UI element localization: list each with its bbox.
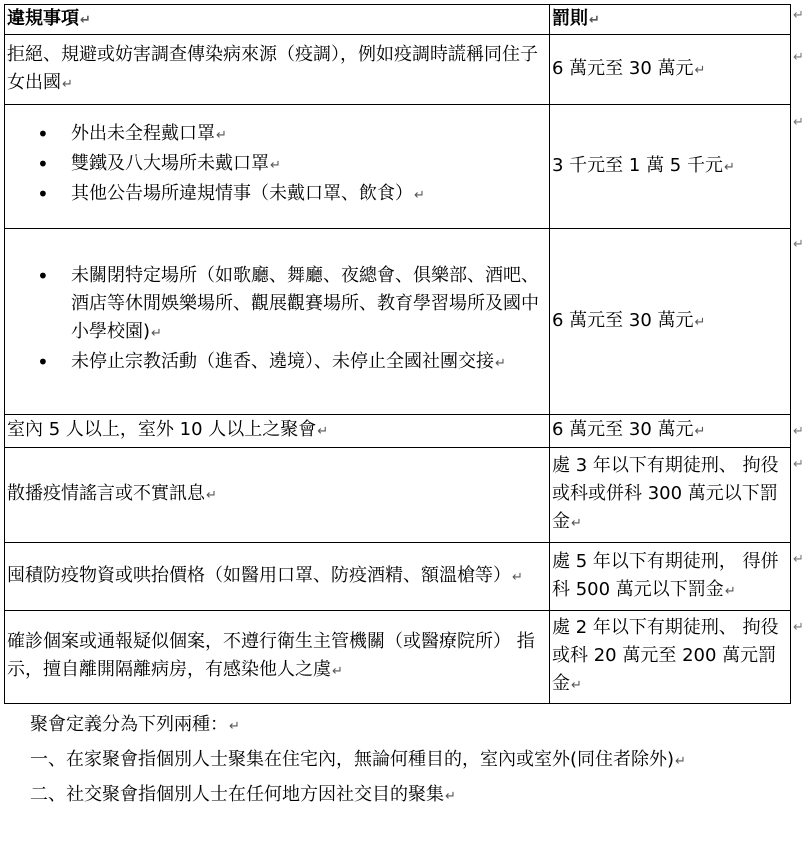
row-end-mark: ↵	[793, 115, 804, 130]
row-end-mark: ↵	[793, 8, 804, 23]
row-end-mark: ↵	[793, 457, 804, 472]
row-end-mark: ↵	[793, 50, 804, 65]
penalty-cell: 6 萬元至 30 萬元↵	[550, 415, 791, 448]
violation-cell	[5, 105, 550, 229]
penalty-cell: 處 3 年以下有期徒刑、 拘役或科或併科 300 萬元以下罰金↵	[550, 448, 791, 543]
penalty-cell: 3 千元至 1 萬 5 千元↵	[550, 105, 791, 229]
table-row	[5, 415, 791, 448]
table-row	[5, 35, 791, 105]
row-end-mark: ↵	[793, 552, 804, 567]
header-violation: 違規事項↵	[5, 5, 550, 35]
violation-cell: 散播疫情謠言或不實訊息↵	[5, 448, 550, 543]
row-end-mark: ↵	[793, 620, 804, 635]
list-item: • 其他公告場所違規情事（未戴口罩、飲食）↵	[7, 180, 547, 210]
table-row	[5, 611, 791, 704]
violation-cell	[5, 229, 550, 415]
gathering-definitions	[30, 708, 780, 813]
table-row	[5, 448, 791, 543]
violation-list	[7, 120, 547, 210]
penalty-cell: 6 萬元至 30 萬元↵	[550, 229, 791, 415]
penalty-cell: 處 2 年以下有期徒刑、 拘役或科 20 萬元至 200 萬元罰金↵	[550, 611, 791, 704]
table-row	[5, 229, 791, 415]
table-row	[5, 105, 791, 229]
header-penalty: 罰則↵	[550, 5, 791, 35]
list-item: • 未關閉特定場所（如歌廳、舞廳、夜總會、俱樂部、酒吧、酒店等休閒娛樂場所、觀展觀賽場所、教育學習場所及國中小學校園)↵	[7, 262, 547, 348]
definition-item: 二、社交聚會指個別人士在任何地方因社交目的聚集↵	[30, 784, 456, 805]
list-item: • 外出未全程戴口罩↵	[7, 120, 547, 150]
definition-item: 一、在家聚會指個別人士聚集在住宅內，無論何種目的，室內或室外(同住者除外)↵	[30, 749, 686, 770]
notes-title: 聚會定義分為下列兩種：↵	[30, 714, 240, 735]
table-row	[5, 543, 791, 611]
violation-cell: 室內 5 人以上，室外 10 人以上之聚會↵	[5, 415, 550, 448]
list-item: • 雙鐵及八大場所未戴口罩↵	[7, 150, 547, 180]
penalty-table	[4, 4, 791, 704]
penalty-cell: 6 萬元至 30 萬元↵	[550, 35, 791, 105]
violation-cell: 拒絕、規避或妨害調查傳染病來源（疫調），例如疫調時謊稱同住子女出國↵	[5, 35, 550, 105]
violation-list	[7, 262, 547, 378]
list-item: • 未停止宗教活動（進香、遶境）、未停止全國社團交接↵	[7, 348, 547, 378]
table-header-row	[5, 5, 791, 35]
row-end-mark: ↵	[793, 237, 804, 252]
penalty-cell: 處 5 年以下有期徒刑， 得併科 500 萬元以下罰金↵	[550, 543, 791, 611]
violation-cell: 確診個案或通報疑似個案，不遵行衛生主管機關（或醫療院所） 指示，擅自離開隔離病房，有感染他人之虞↵	[5, 611, 550, 704]
violation-cell: 囤積防疫物資或哄抬價格（如醫用口罩、防疫酒精、額溫槍等）↵	[5, 543, 550, 611]
row-end-mark: ↵	[793, 424, 804, 439]
